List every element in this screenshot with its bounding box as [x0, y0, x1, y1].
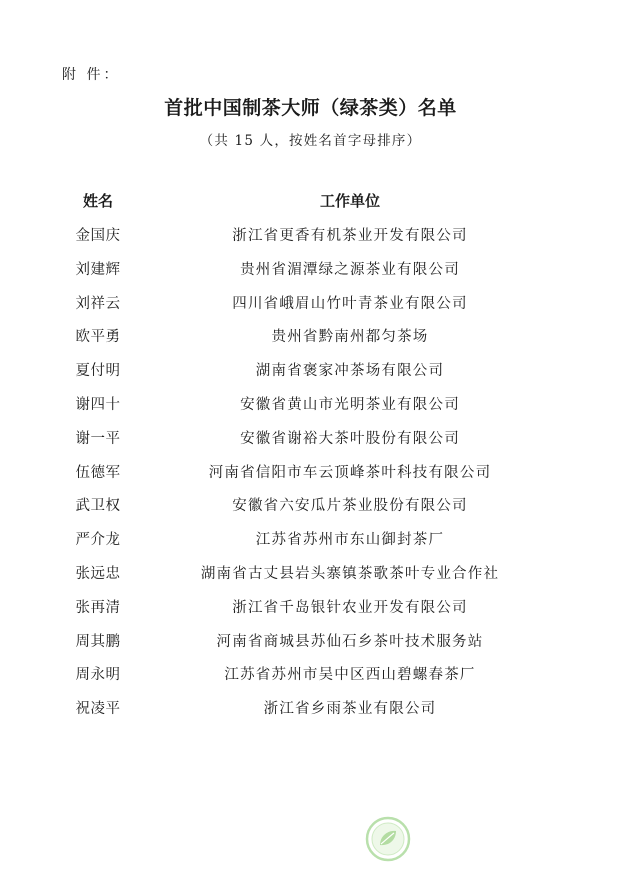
row-name: 欧平勇: [75, 329, 121, 346]
table-header: [0, 190, 621, 212]
table-row: [0, 528, 621, 562]
table-row: [0, 663, 621, 697]
table-row: [0, 427, 621, 461]
table-row: [0, 359, 621, 393]
row-unit: 四川省峨眉山竹叶青茶业有限公司: [232, 295, 468, 312]
row-name: 刘祥云: [75, 295, 121, 312]
row-name: 严介龙: [75, 532, 121, 549]
row-name: 伍德军: [75, 464, 121, 481]
row-name: 金国庆: [75, 228, 121, 244]
row-unit: 湖南省褒家冲茶场有限公司: [255, 363, 445, 380]
table-row: [0, 630, 621, 664]
row-unit: 河南省商城县苏仙石乡茶叶技术服务站: [216, 633, 484, 650]
row-unit: 浙江省千岛银针农业开发有限公司: [232, 599, 468, 616]
row-unit: 安徽省黄山市光明茶业有限公司: [240, 396, 460, 413]
row-unit: 安徽省六安瓜片茶业股份有限公司: [232, 498, 468, 515]
tea-leaf-logo-icon: [365, 816, 411, 862]
table-row: [0, 461, 621, 495]
table-row: [0, 494, 621, 528]
row-name: 周其鹏: [75, 633, 121, 650]
table-row: [0, 393, 621, 427]
table-row: [0, 292, 621, 326]
row-unit: 湖南省古丈县岩头寨镇茶歌茶叶专业合作社: [200, 565, 500, 582]
table-body: [0, 224, 621, 731]
table-row: [0, 258, 621, 292]
attachment-label: 附 件：: [62, 67, 121, 83]
row-name: 夏付明: [75, 363, 121, 380]
table-row: [0, 697, 621, 731]
row-unit: 安徽省谢裕大茶叶股份有限公司: [240, 430, 460, 447]
row-unit: 浙江省更香有机茶业开发有限公司: [232, 228, 468, 244]
row-name: 武卫权: [75, 498, 121, 515]
table-row: [0, 224, 621, 258]
row-name: 张再清: [75, 599, 121, 616]
row-unit: 贵州省湄潭绿之源茶业有限公司: [240, 261, 460, 278]
table-row: [0, 596, 621, 630]
row-name: 刘建辉: [75, 261, 121, 278]
document-title: 首批中国制茶大师（绿茶类）名单: [164, 97, 457, 119]
row-unit: 浙江省乡雨茶业有限公司: [263, 701, 437, 718]
row-unit: 河南省信阳市车云顶峰茶叶科技有限公司: [208, 464, 492, 481]
document-subtitle: （共 15 人，按姓名首字母排序）: [199, 133, 422, 149]
header-unit: 工作单位: [319, 192, 380, 210]
header-name: 姓名: [82, 192, 113, 210]
row-name: 谢四十: [75, 396, 121, 413]
row-unit: 贵州省黔南州都匀茶场: [271, 329, 429, 346]
row-name: 张远忠: [75, 565, 121, 582]
row-name: 周永明: [75, 667, 121, 684]
table-row: [0, 562, 621, 596]
row-unit: 江苏省苏州市东山御封茶厂: [255, 532, 445, 549]
row-unit: 江苏省苏州市吴中区西山碧螺春茶厂: [224, 667, 476, 684]
row-name: 谢一平: [75, 430, 121, 447]
row-name: 祝凌平: [75, 701, 121, 718]
table-row: [0, 325, 621, 359]
